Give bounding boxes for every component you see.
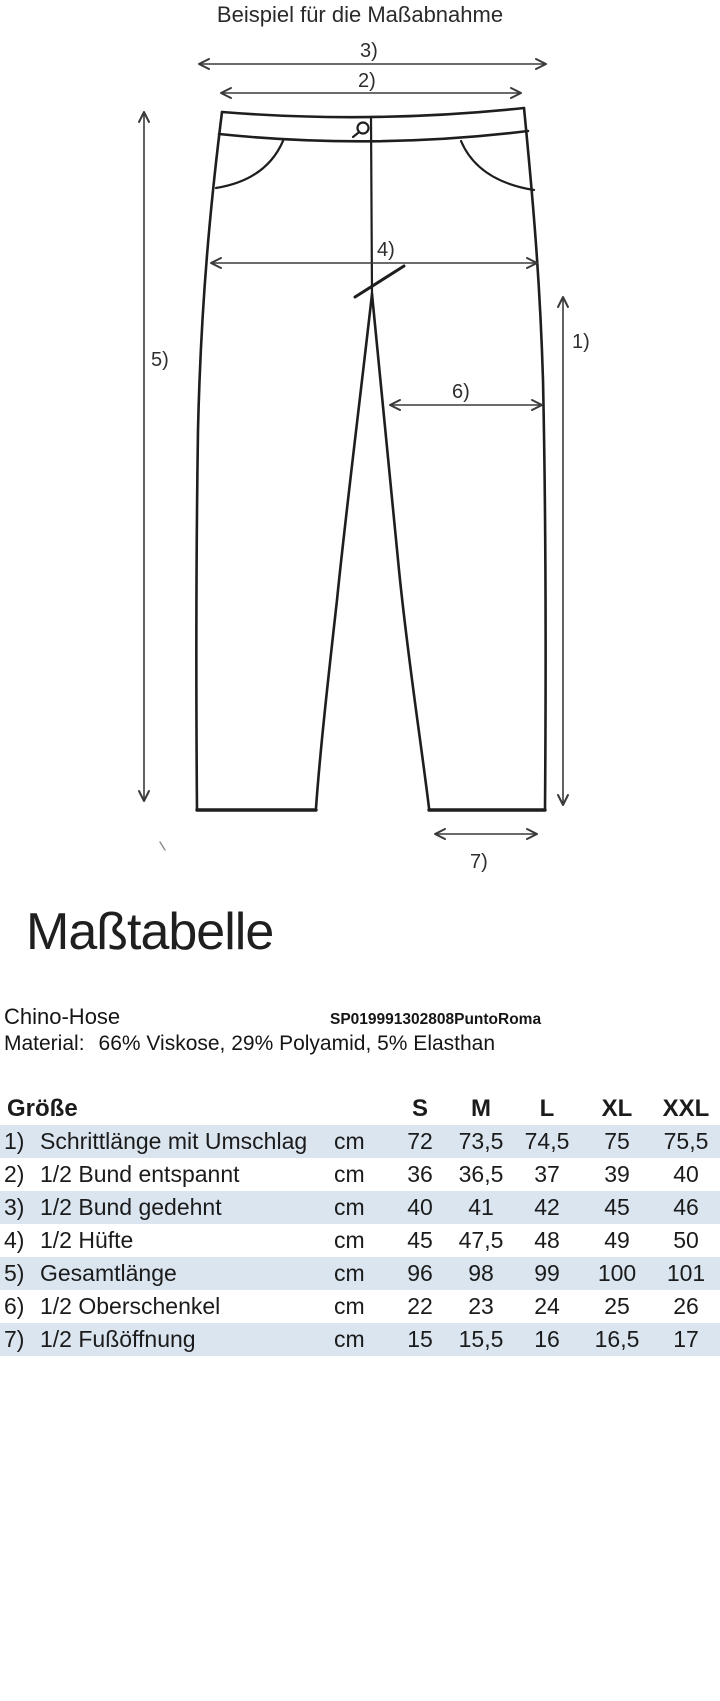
value-cell: 45 [407,1227,433,1253]
value-cell: 47,5 [458,1227,504,1253]
measure-label: 1/2 Bund entspannt [40,1161,240,1187]
right-pocket-curve [461,141,534,190]
pants-outline [160,108,546,850]
row-number: 7) [4,1326,25,1352]
value-cell: 74,5 [524,1128,570,1154]
table-row [0,1191,720,1224]
value-cell: 72 [407,1128,433,1154]
waist-button-tail [353,133,358,137]
size-header-xl: XL [601,1095,633,1122]
row-number: 2) [4,1161,25,1187]
value-cell: 16 [534,1326,560,1352]
left-side-seam [196,112,222,810]
value-cell: 41 [468,1194,494,1220]
stray-scan-mark [160,842,165,850]
unit-cell: cm [334,1326,365,1352]
value-cell: 22 [407,1293,433,1319]
label-7: 7) [470,851,488,873]
value-cell: 40 [673,1161,699,1187]
material-line [4,1032,495,1056]
row-number: 4) [4,1227,25,1253]
label-4: 4) [377,239,395,261]
value-cell: 15 [407,1326,433,1352]
measure-label: Schrittlänge mit Umschlag [40,1128,308,1154]
size-table-header-row [0,1092,720,1125]
value-cell: 101 [666,1260,706,1286]
unit-cell: cm [334,1293,365,1319]
row-number: 6) [4,1293,25,1319]
waist-button [358,123,369,134]
value-cell: 36,5 [458,1161,504,1187]
size-column-title: Größe [7,1095,78,1122]
value-cell: 98 [468,1260,494,1286]
size-header-m: M [471,1095,491,1122]
value-cell: 37 [534,1161,560,1187]
unit-cell: cm [334,1194,365,1220]
value-cell: 24 [534,1293,560,1319]
measure-label: Gesamtlänge [40,1260,177,1286]
label-2: 2) [358,70,376,92]
size-header-xxl: XXL [662,1095,710,1122]
unit-cell: cm [334,1161,365,1187]
table-row [0,1290,720,1323]
measure-label: 1/2 Fußöffnung [40,1326,196,1352]
material-label: Material: [4,1032,85,1055]
value-cell: 17 [673,1326,699,1352]
unit-cell: cm [334,1227,365,1253]
label-6: 6) [452,381,470,403]
value-cell: 48 [534,1227,560,1253]
value-cell: 100 [597,1260,637,1286]
value-cell: 40 [407,1194,433,1220]
measure-label: 1/2 Bund gedehnt [40,1194,222,1220]
value-cell: 16,5 [594,1326,640,1352]
left-inseam [316,294,372,808]
product-name: Chino-Hose [4,1004,121,1029]
value-cell: 75 [604,1128,630,1154]
value-cell: 46 [673,1194,699,1220]
label-1: 1) [572,331,590,353]
value-cell: 25 [604,1293,630,1319]
measure-label: 1/2 Oberschenkel [40,1293,221,1319]
value-cell: 49 [604,1227,630,1253]
right-inseam [372,294,429,808]
row-number: 3) [4,1194,25,1220]
value-cell: 39 [604,1161,630,1187]
measure-label: 1/2 Hüfte [40,1227,134,1253]
right-side-seam [524,108,546,810]
product-sku: SP019991302808PuntoRoma [330,1011,542,1028]
waistband-bottom-line [219,131,528,141]
fly-center-line [371,118,372,294]
section-title: Maßtabelle [26,903,274,961]
label-5: 5) [151,349,169,371]
unit-cell: cm [334,1260,365,1286]
drawing-title: Beispiel für die Maßabnahme [216,2,504,27]
value-cell: 99 [534,1260,560,1286]
value-cell: 73,5 [458,1128,504,1154]
value-cell: 75,5 [663,1128,709,1154]
value-cell: 42 [534,1194,560,1220]
value-cell: 23 [468,1293,494,1319]
value-cell: 15,5 [458,1326,504,1352]
material-value: 66% Viskose, 29% Polyamid, 5% Elasthan [98,1032,496,1055]
table-row [0,1125,720,1158]
left-pocket-curve [216,141,283,188]
label-3: 3) [360,40,378,62]
value-cell: 45 [604,1194,630,1220]
unit-cell: cm [334,1128,365,1154]
size-table [0,1092,720,1356]
row-number: 5) [4,1260,25,1286]
size-header-s: S [411,1095,428,1122]
waistband-top-line [222,108,524,117]
table-row [0,1158,720,1191]
size-header-l: L [539,1095,555,1122]
value-cell: 36 [407,1161,433,1187]
value-cell: 96 [407,1260,433,1286]
fly-slash-mark [355,266,404,297]
value-cell: 26 [673,1293,699,1319]
table-row [0,1323,720,1356]
table-row [0,1257,720,1290]
value-cell: 50 [673,1227,699,1253]
row-number: 1) [4,1128,25,1154]
table-row [0,1224,720,1257]
